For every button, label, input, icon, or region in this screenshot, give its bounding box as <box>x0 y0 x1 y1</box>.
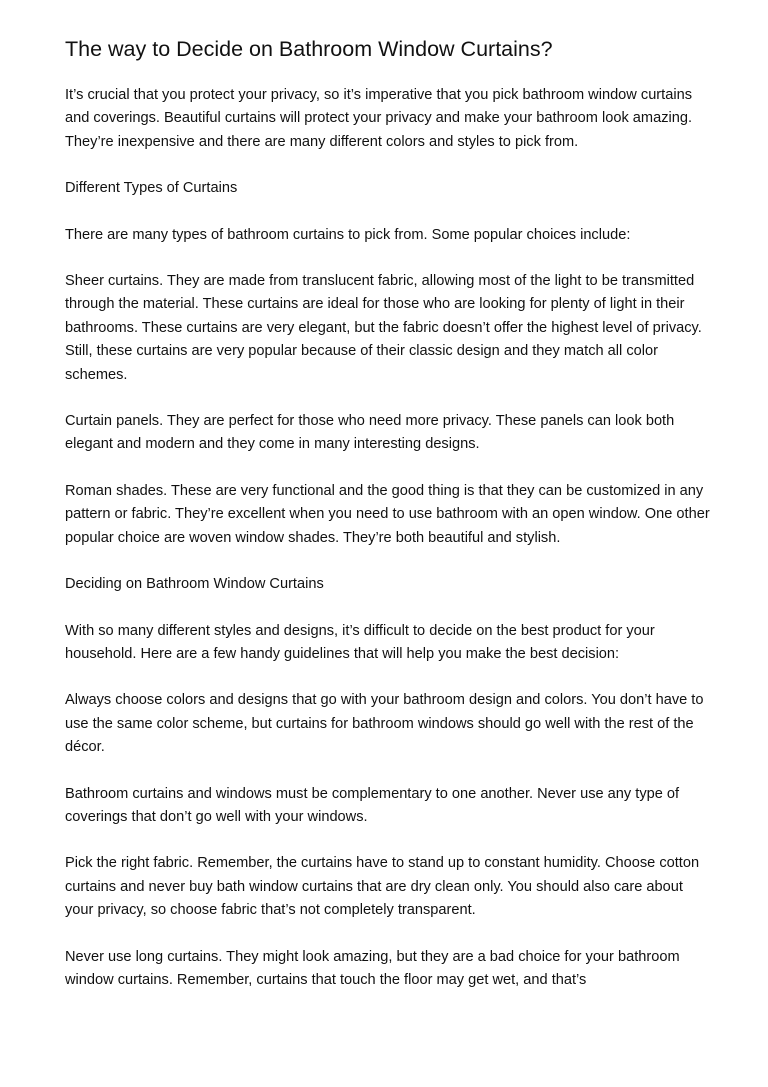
intro-paragraph: It’s crucial that you protect your privacy, so it’s imperative that you pick bathroom window curtains and coverings. Beautiful curtains will protect your privacy and make your bathroom look amazing. They’re inexpensive and there are many different colors and styles to pick from. <box>65 87 693 150</box>
deciding-intro-paragraph: With so many different styles and designs, it’s difficult to decide on the best product for your household. Here are a few handy guidelines that will help you make the best decision: <box>65 622 655 662</box>
section-heading-types: Different Types of Curtains <box>65 180 238 197</box>
section-heading-deciding: Deciding on Bathroom Window Curtains <box>65 576 324 593</box>
complementary-guideline-paragraph: Bathroom curtains and windows must be complementary to one another. Never use any type of coverings that don’t go well with your windows. <box>65 785 680 825</box>
sheer-curtains-paragraph: Sheer curtains. They are made from translucent fabric, allowing most of the light to be transmitted through the material. These curtains are ideal for those who are looking for plenty of light in their bathrooms. These curtains are very elegant, but the fabric doesn’t offer the highest level of privacy. Still, these curtains are very popular because of their classic design and they match all color schemes. <box>65 273 702 383</box>
fabric-guideline-paragraph: Pick the right fabric. Remember, the curtains have to stand up to constant humidity. Choose cotton curtains and never buy bath window curtains that are dry clean only. You should also care about your privacy, so choose fabric that’s not completely transparent. <box>65 855 700 919</box>
roman-shades-paragraph: Roman shades. These are very functional and the good thing is that they can be customized in any pattern or fabric. They’re excellent when you need to use bathroom with an open window. One other popular choice are woven window shades. They’re both beautiful and stylish. <box>65 482 710 546</box>
curtain-panels-paragraph: Curtain panels. They are perfect for those who need more privacy. These panels can look both elegant and modern and they come in many interesting designs. <box>65 413 675 453</box>
colors-guideline-paragraph: Always choose colors and designs that go with your bathroom design and colors. You don’t have to use the same color scheme, but curtains for bathroom windows should go well with the rest of the décor. <box>65 692 704 756</box>
page-title: The way to Decide on Bathroom Window Curtains? <box>65 37 553 61</box>
length-guideline-paragraph: Never use long curtains. They might look amazing, but they are a bad choice for your bathroom window curtains. Remember, curtains that touch the floor may get wet, and that’s <box>65 948 680 988</box>
types-intro-paragraph: There are many types of bathroom curtains to pick from. Some popular choices include: <box>65 226 631 243</box>
document-body <box>65 84 715 1015</box>
